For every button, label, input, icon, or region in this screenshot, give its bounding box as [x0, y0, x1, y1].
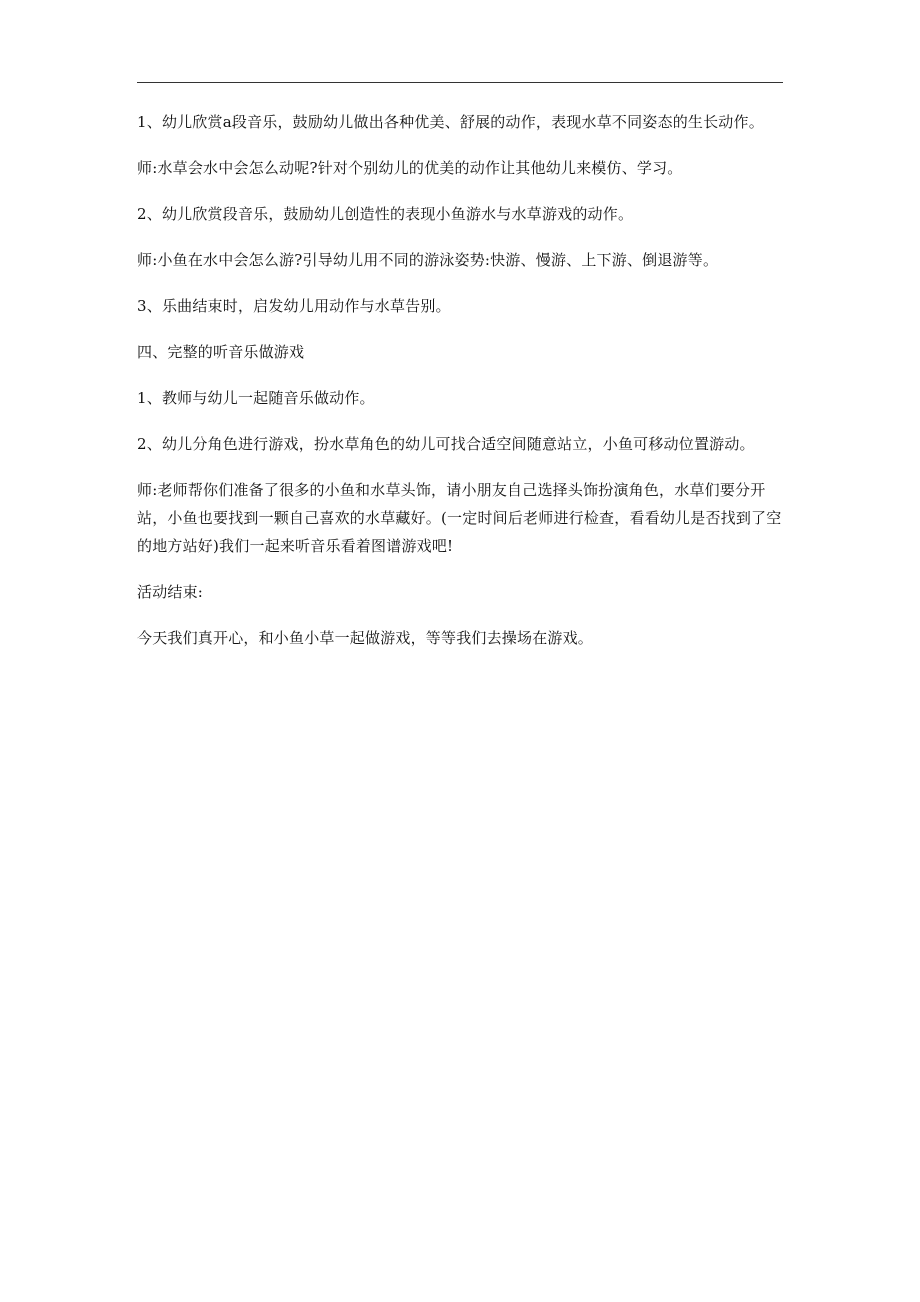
paragraph-8: 师:老师帮你们准备了很多的小鱼和水草头饰，请小朋友自己选择头饰扮演角色，水草们要分开站，小鱼也要找到一颗自己喜欢的水草藏好。(一定时间后老师进行检查，看看幼儿是否找到了空的地方站好)我们一起来听音乐看着图谱游戏吧! [137, 481, 782, 555]
paragraph-2: 师:水草会水中会怎么动呢?针对个别幼儿的优美的动作让其他幼儿来模仿、学习。 [137, 159, 683, 177]
paragraph-6: 1、教师与幼儿一起随音乐做动作。 [137, 389, 375, 407]
closing-paragraph: 今天我们真开心，和小鱼小草一起做游戏，等等我们去操场在游戏。 [137, 629, 594, 647]
section-heading: 四、完整的听音乐做游戏 [137, 343, 305, 361]
paragraph-5: 3、乐曲结束时，启发幼儿用动作与水草告别。 [137, 297, 451, 315]
header-rule [137, 82, 783, 83]
closing-heading: 活动结束: [137, 583, 204, 601]
paragraph-3: 2、幼儿欣赏段音乐，鼓励幼儿创造性的表现小鱼游水与水草游戏的动作。 [137, 205, 634, 223]
paragraph-1: 1、幼儿欣赏a段音乐，鼓励幼儿做出各种优美、舒展的动作，表现水草不同姿态的生长动作。 [137, 113, 764, 131]
document-body [137, 108, 787, 652]
paragraph-7: 2、幼儿分角色进行游戏，扮水草角色的幼儿可找合适空间随意站立，小鱼可移动位置游动。 [137, 435, 755, 453]
paragraph-4: 师:小鱼在水中会怎么游?引导幼儿用不同的游泳姿势:快游、慢游、上下游、倒退游等。 [137, 251, 719, 269]
